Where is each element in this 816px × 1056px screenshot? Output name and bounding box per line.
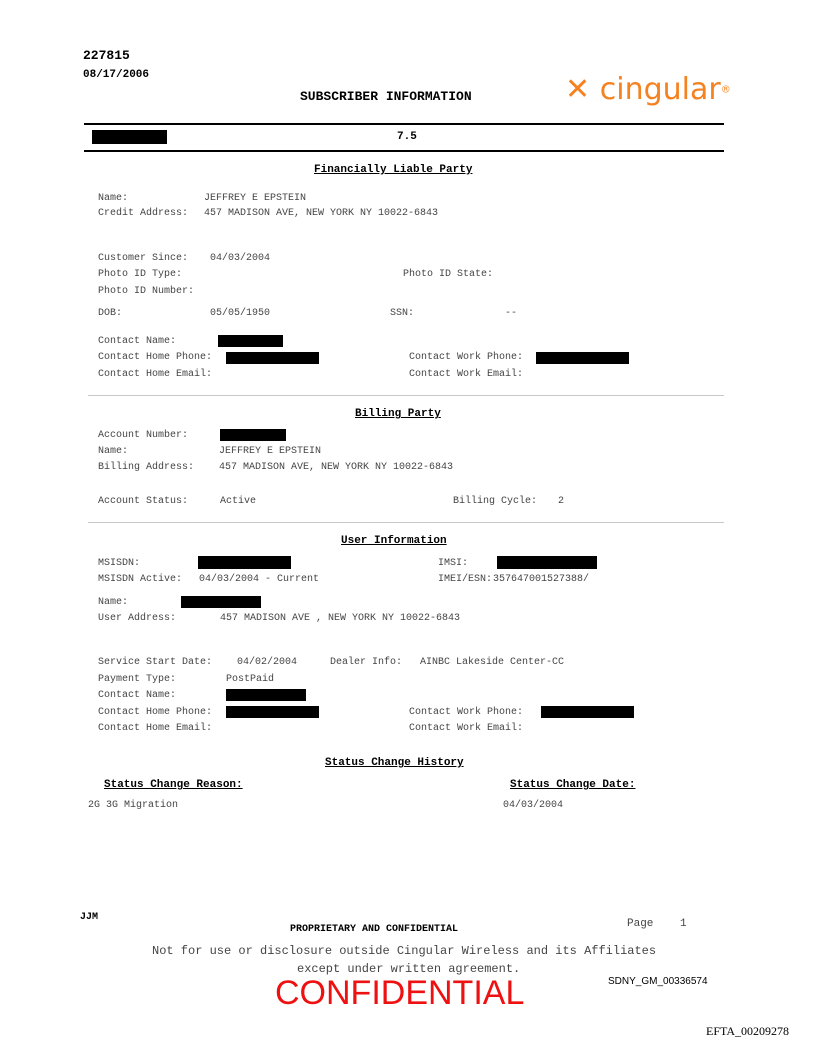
footer-initials: JJM xyxy=(80,912,99,923)
efta-number: EFTA_00209278 xyxy=(706,1024,790,1038)
customer-since-label: Customer Since: xyxy=(98,253,189,264)
redaction-bar xyxy=(198,556,291,569)
photo-id-number-label: Photo ID Number: xyxy=(98,286,195,297)
section-divider xyxy=(88,395,724,396)
document-id: 227815 xyxy=(83,48,130,63)
credit-address-label: Credit Address: xyxy=(98,208,189,219)
redaction-bar xyxy=(226,689,306,701)
redaction-bar xyxy=(220,429,286,441)
credit-address-value: 457 MADISON AVE, NEW YORK NY 10022-6843 xyxy=(204,208,439,219)
redaction-bar xyxy=(218,335,283,347)
user-contact-name-label: Contact Name: xyxy=(98,690,177,701)
disclaimer-line-1: Not for use or disclosure outside Cingular Wireless and its Affiliates xyxy=(152,944,657,958)
payment-type-value: PostPaid xyxy=(226,674,275,685)
user-home-phone-label: Contact Home Phone: xyxy=(98,707,213,718)
financial-home-phone-label: Contact Home Phone: xyxy=(98,352,213,363)
imsi-label: IMSI: xyxy=(438,558,469,569)
dob-value: 05/05/1950 xyxy=(210,308,271,319)
confidential-stamp: CONFIDENTIAL xyxy=(275,974,525,1012)
financial-work-phone-label: Contact Work Phone: xyxy=(409,352,524,363)
financial-name-value: JEFFREY E EPSTEIN xyxy=(204,193,307,204)
ssn-value: -- xyxy=(505,308,518,319)
header-rule-bottom xyxy=(84,150,724,152)
status-row-reason: 2G 3G Migration xyxy=(88,800,179,811)
msisdn-active-value: 04/03/2004 - Current xyxy=(199,574,320,585)
ssn-label: SSN: xyxy=(390,308,415,319)
user-home-email-label: Contact Home Email: xyxy=(98,723,213,734)
cingular-logo: ✕ cingular® xyxy=(565,72,731,107)
user-work-phone-label: Contact Work Phone: xyxy=(409,707,524,718)
document-date: 08/17/2006 xyxy=(83,69,150,81)
page-label: Page xyxy=(627,918,654,930)
section-heading-financial: Financially Liable Party xyxy=(314,164,473,176)
proprietary-notice: PROPRIETARY AND CONFIDENTIAL xyxy=(290,924,459,935)
user-name-label: Name: xyxy=(98,597,129,608)
jack-icon: ✕ xyxy=(565,72,591,107)
msisdn-label: MSISDN: xyxy=(98,558,141,569)
billing-address-label: Billing Address: xyxy=(98,462,195,473)
photo-id-type-label: Photo ID Type: xyxy=(98,269,183,280)
financial-work-email-label: Contact Work Email: xyxy=(409,369,524,380)
customer-since-value: 04/03/2004 xyxy=(210,253,271,264)
account-status-label: Account Status: xyxy=(98,496,189,507)
status-reason-header: Status Change Reason: xyxy=(104,779,243,791)
msisdn-active-label: MSISDN Active: xyxy=(98,574,183,585)
user-work-email-label: Contact Work Email: xyxy=(409,723,524,734)
billing-address-value: 457 MADISON AVE, NEW YORK NY 10022-6843 xyxy=(219,462,454,473)
billing-name-value: JEFFREY E EPSTEIN xyxy=(219,446,322,457)
service-start-label: Service Start Date: xyxy=(98,657,213,668)
dealer-info-value: AINBC Lakeside Center-CC xyxy=(420,657,565,668)
page-number: 1 xyxy=(680,918,687,930)
account-number-label: Account Number: xyxy=(98,430,189,441)
section-divider xyxy=(88,522,724,523)
section-heading-user: User Information xyxy=(341,535,447,547)
disclaimer-line-2: except under written agreement. xyxy=(297,962,521,976)
financial-name-label: Name: xyxy=(98,193,129,204)
dob-label: DOB: xyxy=(98,308,123,319)
financial-contact-name-label: Contact Name: xyxy=(98,336,177,347)
financial-home-email-label: Contact Home Email: xyxy=(98,369,213,380)
account-status-value: Active xyxy=(220,496,257,507)
redaction-bar xyxy=(181,596,261,608)
redaction-bar xyxy=(536,352,629,364)
photo-id-state-label: Photo ID State: xyxy=(403,269,494,280)
user-address-label: User Address: xyxy=(98,613,177,624)
redaction-bar xyxy=(541,706,634,718)
payment-type-label: Payment Type: xyxy=(98,674,177,685)
user-address-value: 457 MADISON AVE , NEW YORK NY 10022-6843 xyxy=(220,613,461,624)
imei-value: 357647001527388/ xyxy=(493,574,590,585)
redaction-bar xyxy=(226,706,319,718)
redaction-bar xyxy=(226,352,319,364)
imei-label: IMEI/ESN: xyxy=(438,574,493,585)
section-heading-billing: Billing Party xyxy=(355,408,441,420)
service-start-value: 04/02/2004 xyxy=(237,657,298,668)
redaction-bar xyxy=(92,130,167,144)
billing-name-label: Name: xyxy=(98,446,129,457)
section-heading-status-history: Status Change History xyxy=(325,757,464,769)
status-date-header: Status Change Date: xyxy=(510,779,636,791)
redaction-bar xyxy=(497,556,597,569)
header-rule-top xyxy=(84,123,724,125)
version-number: 7.5 xyxy=(397,131,417,143)
page-title: SUBSCRIBER INFORMATION xyxy=(300,89,472,104)
dealer-info-label: Dealer Info: xyxy=(330,657,403,668)
bates-number: SDNY_GM_00336574 xyxy=(608,976,708,987)
billing-cycle-label: Billing Cycle: xyxy=(453,496,538,507)
status-row-date: 04/03/2004 xyxy=(503,800,564,811)
billing-cycle-value: 2 xyxy=(558,496,565,507)
